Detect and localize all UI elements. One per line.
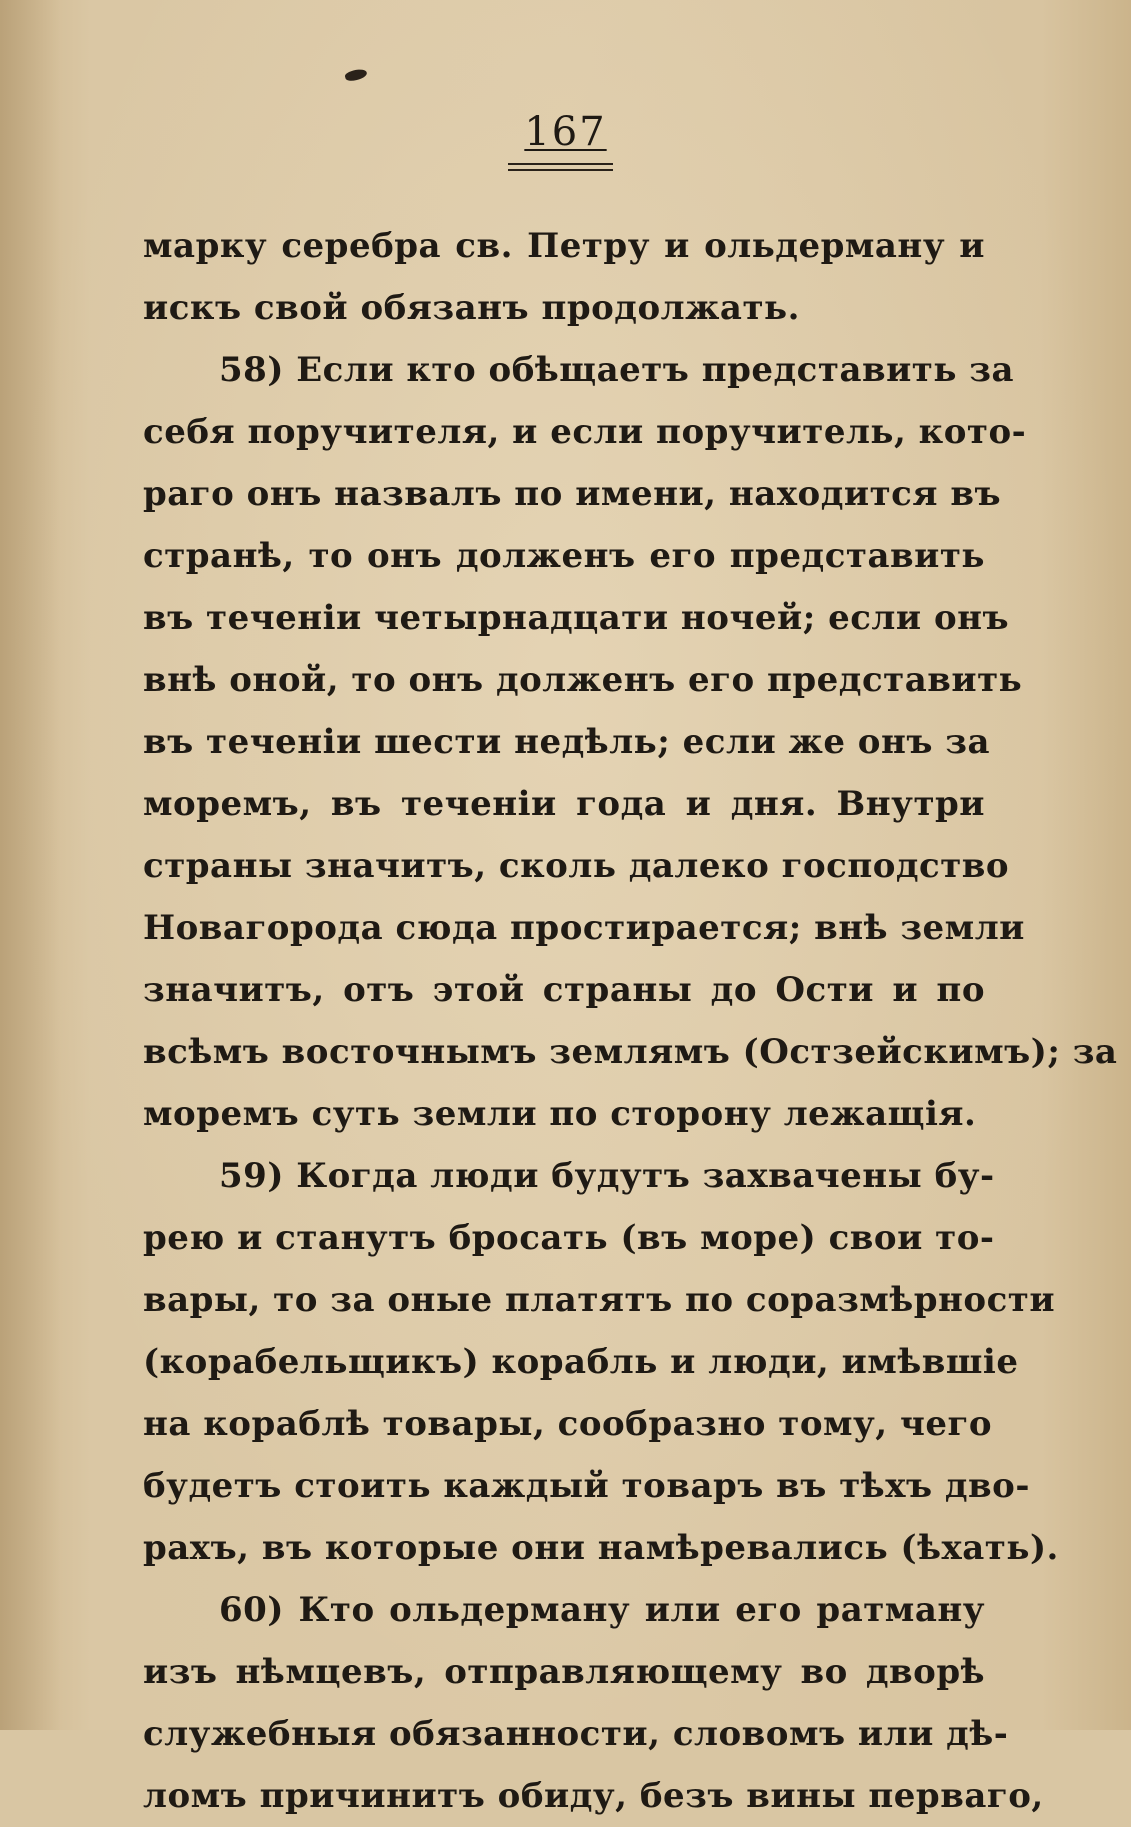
text-line: ломъ причинитъ обиду, безъ вины перваго, <box>143 1776 1044 1816</box>
header-rule-top <box>508 163 613 165</box>
text-line: вары, то за оные платятъ по соразмѣрности <box>143 1280 1056 1320</box>
text-line: 58) Если кто обѣщаетъ представить за <box>219 350 1015 390</box>
text-line: себя поручителя, и если поручитель, кото- <box>143 412 1027 452</box>
page-number: 167 <box>524 109 607 155</box>
text-line: раго онъ назвалъ по имени, находится въ <box>143 474 1002 514</box>
text-line: 59) Когда люди будутъ захвачены бу- <box>219 1156 995 1196</box>
page-header <box>0 108 1131 156</box>
page-edge-shadow <box>0 0 60 1730</box>
text-line: страны значитъ, сколь далеко господство <box>143 846 1010 886</box>
text-line: Новагорода сюда простирается; внѣ земли <box>143 908 1025 948</box>
text-line: на кораблѣ товары, сообразно тому, чего <box>143 1404 992 1444</box>
text-line: марку серебра св. Петру и ольдерману и <box>143 226 985 266</box>
text-line: (корабельщикъ) корабль и люди, имѣвшіе <box>143 1342 1019 1382</box>
text-line: въ теченіи шести недѣль; если же онъ за <box>143 722 991 762</box>
text-line: будетъ стоить каждый товаръ въ тѣхъ дво- <box>143 1466 1030 1506</box>
text-line: служебныя обязанности, словомъ или дѣ- <box>143 1714 1009 1754</box>
header-rule-bottom <box>508 169 613 171</box>
text-line: въ теченіи четырнадцати ночей; если онъ <box>143 598 1010 638</box>
text-line: странѣ, то онъ долженъ его представить <box>143 536 985 576</box>
text-line: искъ свой обязанъ продолжать. <box>143 288 800 328</box>
text-line: моремъ суть земли по сторону лежащія. <box>143 1094 977 1134</box>
text-line: всѣмъ восточнымъ землямъ (Остзейскимъ); за <box>143 1032 1118 1072</box>
text-line: рею и станутъ бросать (въ море) свои то- <box>143 1218 995 1258</box>
text-line: моремъ, въ теченіи года и дня. Внутри <box>143 784 985 824</box>
text-line: рахъ, въ которые они намѣревались (ѣхать). <box>143 1528 1059 1568</box>
ink-blot <box>344 67 368 82</box>
text-line: значитъ, отъ этой страны до Ости и по <box>143 970 985 1010</box>
text-line: изъ нѣмцевъ, отправляющему во дворѣ <box>143 1652 985 1692</box>
text-line: внѣ оной, то онъ долженъ его представить <box>143 660 1023 700</box>
body-text <box>143 215 1118 1827</box>
text-line: 60) Кто ольдерману или его ратману <box>219 1590 985 1630</box>
